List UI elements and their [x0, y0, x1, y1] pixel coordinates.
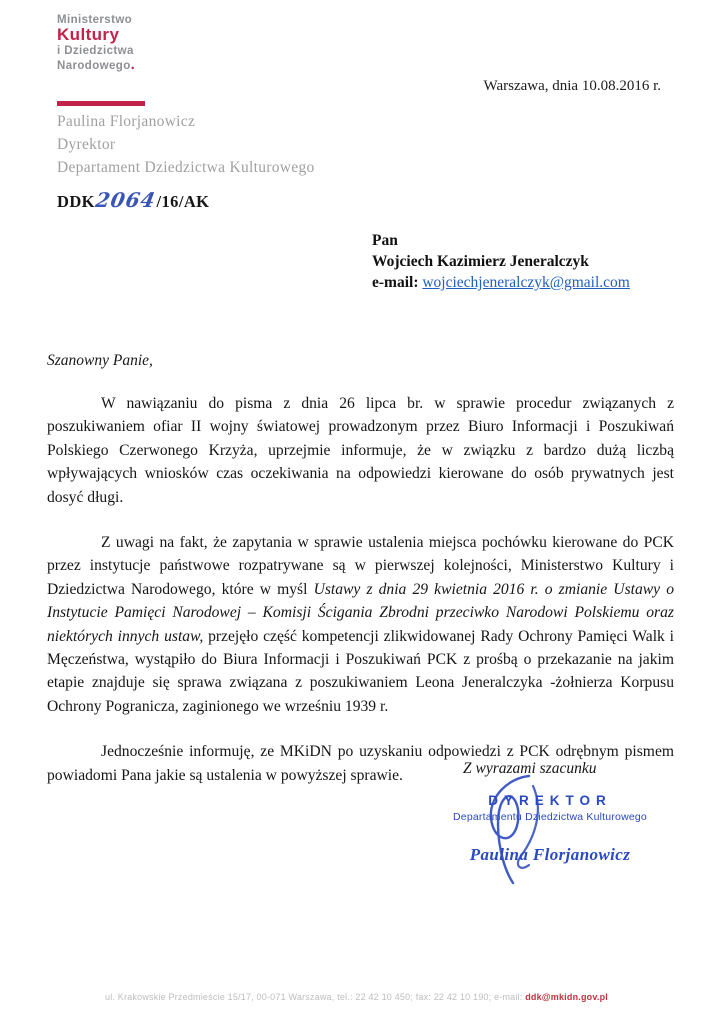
legal-act-title: Ustawy z dnia 29 kwietnia 2016 r. o zmianie Ustawy o Instytucie Pamięci Narodowej – Komisji Ścigania Zbrodni przeciwko Narodowi Polskiemu oraz niektórych innych ustaw,: [47, 580, 674, 645]
recipient-block: [372, 230, 630, 293]
logo-line-narodowego: [57, 57, 135, 73]
footer-email[interactable]: ddk@mkidn.gov.pl: [525, 992, 608, 1002]
sender-block: [57, 110, 315, 179]
footer-contact-line: [0, 992, 713, 1002]
recipient-email-label: e-mail:: [372, 274, 423, 291]
recipient-name: Wojciech Kazimierz Jeneralczyk: [372, 253, 589, 270]
logo-line-kultury: Kultury: [57, 25, 120, 45]
reference-handwritten-number: 2064: [93, 188, 158, 212]
reference-prefix: DDK: [57, 192, 95, 211]
signer-name: Paulina Florjanowicz: [469, 845, 631, 864]
recipient-email-line: [372, 272, 630, 293]
body-paragraphs: [47, 392, 674, 787]
paragraph-2: [47, 531, 674, 718]
date-line: Warszawa, dnia 10.08.2016 r.: [483, 78, 661, 94]
paragraph-text: Jednocześnie informuję, ze MKiDN po uzyskaniu odpowiedzi z PCK odrębnym pismem powiadomi Pana jakie są ustalenia w powyższej sprawie.: [47, 743, 674, 784]
logo-red-dot: .: [130, 56, 136, 74]
paragraph-1: [47, 392, 674, 509]
reference-suffix: /16/AK: [156, 192, 210, 211]
footer-address: ul. Krakowskie Przedmieście 15/17, 00-071 Warszawa, tel.: 22 42 10 450; fax: 22 42 10 190; e-mail:: [105, 992, 526, 1002]
reference-number: [57, 188, 209, 212]
sender-name: Paulina Florjanowicz: [57, 113, 196, 130]
stamp-department: Departamentu Dziedzictwa Kulturowego: [453, 811, 647, 823]
sender-title: Dyrektor: [57, 136, 116, 153]
recipient-email-link[interactable]: wojciechjeneralczyk@gmail.com: [422, 274, 630, 291]
recipient-honorific: Pan: [372, 232, 398, 249]
letter-body: [47, 352, 674, 787]
logo-line-ministerstwo: Ministerstwo: [57, 14, 133, 26]
stamp-title: DYREKTOR: [488, 793, 612, 808]
sender-department: Departament Dziedzictwa Kulturowego: [57, 159, 315, 176]
logo-line-narodowego-text: Narodowego: [57, 60, 131, 73]
logo-line-dziedzictwa: i Dziedzictwa: [57, 44, 134, 57]
ministry-logo: [57, 14, 135, 73]
paragraph-text: przejęło część kompetencji zlikwidowanej Rady Ochrony Pamięci Walk i Męczeństwa, wystąpiło do Biura Informacji i Poszukiwań PCK z prośbą o przekazanie na jakim etapie znajduje się sprawa związana z poszukiwaniem Leona Jeneralczyka -żołnierza Korpusu Ochrony Pogranicza, zaginionego we wrześniu 1939 r.: [47, 627, 674, 715]
paragraph-text: Z uwagi na fakt, że zapytania w sprawie ustalenia miejsca pochówku kierowane do PCK przez instytucje państwowe rozpatrywane są w pierwszej kolejności, Ministerstwo Kultury i Dziedzictwa Narodowego, które w myśl: [47, 534, 674, 598]
greeting: Szanowny Panie,: [47, 352, 153, 369]
signature-block: [425, 793, 675, 865]
red-accent-bar: [57, 101, 145, 106]
closing-phrase: Z wyrazami szacunku: [463, 760, 597, 777]
paragraph-text: W nawiązaniu do pisma z dnia 26 lipca br. w sprawie procedur związanych z poszukiwaniem ofiar II wojny światowej prowadzonym przez Biuro Informacji i Poszukiwań Polskiego Czerwonego Krzyża, uprzejmie informuje, że w związku z bardzo dużą liczbą wpływających wniosków czas oczekiwania na odpowiedzi kierowane do osób prywatnych jest dosyć długi.: [47, 395, 674, 506]
